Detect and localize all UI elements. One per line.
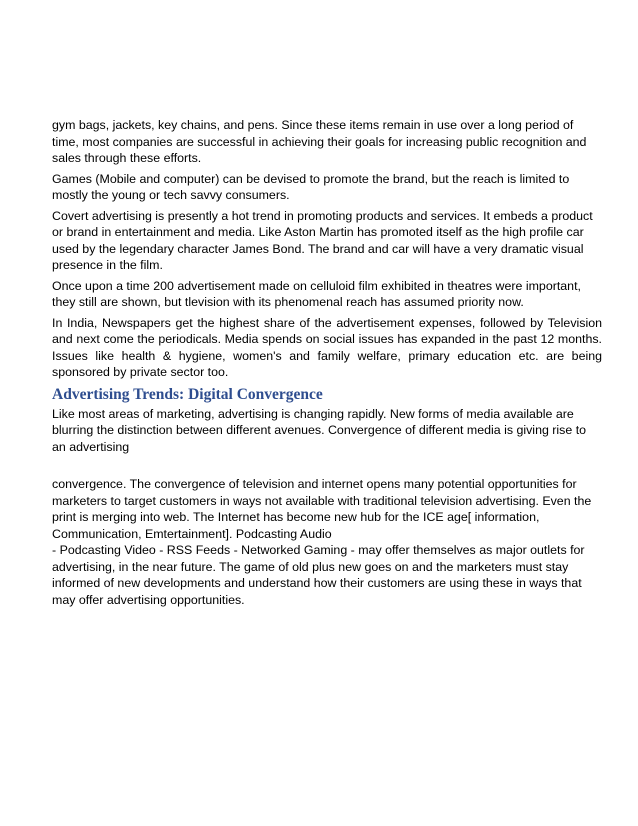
paragraph-celluloid-film: Once upon a time 200 advertisement made on celluloid film exhibited in theatres were important, they still are shown, but tlevision with its phenomenal reach has assumed priority now. — [52, 278, 581, 309]
paragraph-games: Games (Mobile and computer) can be devised to promote the brand, but the reach is limited to mostly the young or tech savvy consumers. — [52, 171, 570, 202]
paragraph-india-newspapers: In India, Newspapers get the highest share of the advertisement expenses, followed by Television and next come the periodicals. Media spends on social issues has expanded in the past 12 months. Issues like health & hygiene, women's and family welfare, primary education etc. are being sponsored by private sector too. — [52, 315, 602, 379]
paragraph-convergence: convergence. The convergence of television and internet opens many potential opportunities for marketers to target customers in ways not available with traditional television advertising. Even the print is merging into web. The Internet has become new hub for the ICE age[ information, Communication, Emtertainment]. Podcasting Audio — [52, 477, 592, 541]
paragraph-promotional-items: gym bags, jackets, key chains, and pens. Since these items remain in use over a long period of time, most companies are successful in achieving their goals for increasing public recognition and sales through these efforts. — [52, 118, 587, 165]
paragraph-marketing-changing: Like most areas of marketing, advertising is changing rapidly. New forms of media available are blurring the distinction between different avenues. Convergence of different media is giving rise to an advertising — [52, 406, 587, 454]
paragraph-gap — [52, 459, 602, 476]
document-body — [52, 117, 602, 612]
paragraph-podcasting: - Podcasting Video - RSS Feeds - Networked Gaming - may offer themselves as major outlets for advertising, in the near future. The game of old plus new goes on and the marketers must stay informed of new developments and understand how their customers are using these in ways that may offer advertising opportunities. — [52, 543, 585, 607]
paragraph-covert-advertising: Covert advertising is presently a hot trend in promoting products and services. It embeds a product or brand in entertainment and media. Like Aston Martin has promoted itself as the high profile car used by the legendary character James Bond. The brand and car will have a very dramatic visual presence in the film. — [52, 208, 593, 272]
section-heading: Advertising Trends: Digital Convergence — [52, 385, 323, 403]
